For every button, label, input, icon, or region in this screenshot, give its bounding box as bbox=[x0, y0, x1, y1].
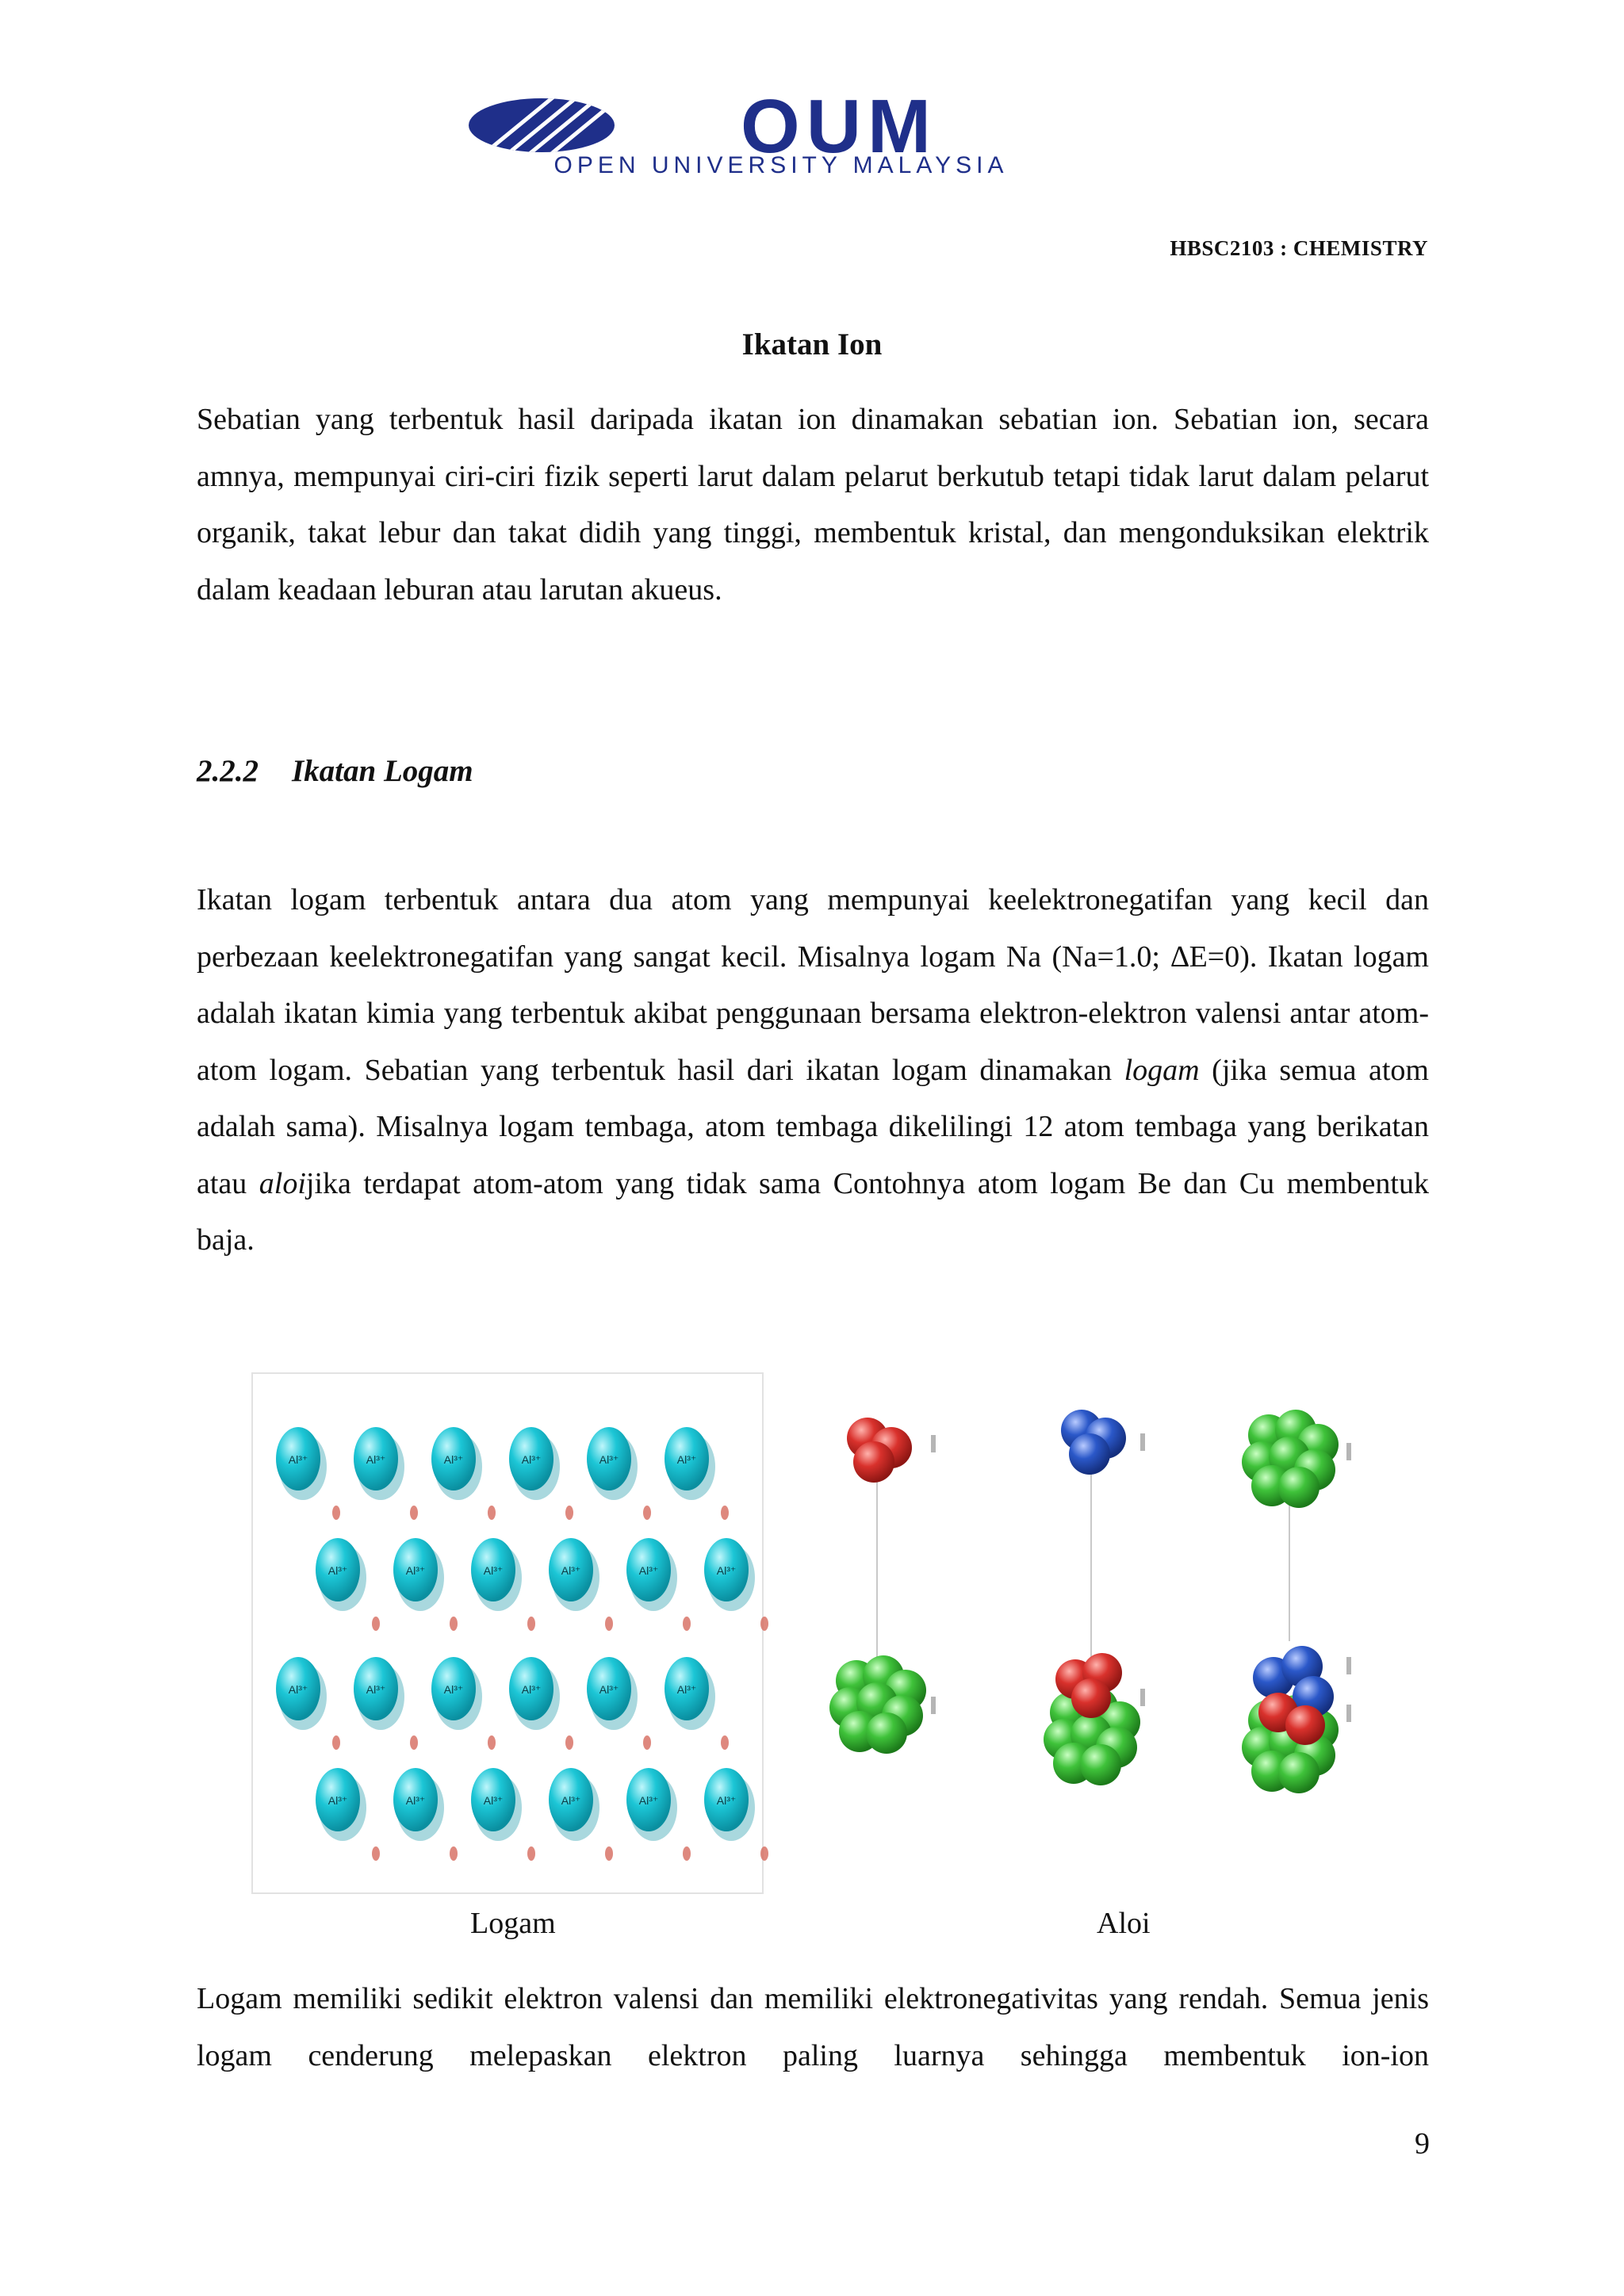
electron bbox=[450, 1846, 458, 1861]
plus-mark bbox=[1346, 1657, 1351, 1674]
plus-mark bbox=[1140, 1433, 1145, 1451]
electron bbox=[721, 1506, 729, 1520]
atom-sphere bbox=[1069, 1433, 1110, 1475]
metal-alloy-illustration bbox=[251, 1372, 1372, 1895]
atom-sphere bbox=[866, 1712, 907, 1754]
electron bbox=[372, 1846, 380, 1861]
italic-term-aloi: aloi bbox=[259, 1166, 306, 1200]
caption-aloi: Aloi bbox=[1097, 1907, 1151, 1940]
ion-label: Al³⁺ bbox=[443, 1683, 464, 1696]
paragraph-text: (jika semua atom adalah sama). Misalnya logam tembaga, atom tembaga dikelilingi 12 atom tembaga yang berikatan atau bbox=[197, 1053, 1429, 1200]
ion-label: Al³⁺ bbox=[288, 1453, 308, 1466]
paragraph-metal-electrons: Logam memiliki sedikit elektron valensi dan memiliki elektronegativitas yang rendah. Semua jenis logam cenderung melepaskan elektron paling luarnya sehingga membentuk ion-ion bbox=[197, 1982, 1429, 2072]
logo-wordmark: OUM bbox=[741, 94, 937, 157]
ion-label: Al³⁺ bbox=[327, 1794, 348, 1807]
plus-mark bbox=[931, 1697, 936, 1714]
electron bbox=[605, 1617, 613, 1631]
ion-label: Al³⁺ bbox=[599, 1453, 619, 1466]
electron bbox=[410, 1506, 418, 1520]
ion-label: Al³⁺ bbox=[561, 1794, 581, 1807]
ion-label: Al³⁺ bbox=[405, 1794, 426, 1807]
atom-sphere bbox=[1285, 1705, 1325, 1745]
plus-mark bbox=[1346, 1443, 1351, 1460]
ion-label: Al³⁺ bbox=[676, 1453, 697, 1466]
plus-mark bbox=[931, 1435, 936, 1452]
electron bbox=[721, 1735, 729, 1750]
paragraph-text: jika terdapat atom-atom yang tidak sama Contohnya atom logam Be dan Cu membentuk baja. bbox=[197, 1166, 1429, 1257]
ion-label: Al³⁺ bbox=[521, 1453, 542, 1466]
electron bbox=[488, 1735, 496, 1750]
ion-label: Al³⁺ bbox=[638, 1564, 659, 1577]
caption-logam: Logam bbox=[470, 1907, 556, 1940]
electron bbox=[760, 1846, 768, 1861]
ion-label: Al³⁺ bbox=[288, 1683, 308, 1696]
atom-sphere bbox=[853, 1441, 894, 1483]
ion-label: Al³⁺ bbox=[366, 1683, 386, 1696]
atom-sphere bbox=[1278, 1467, 1320, 1508]
atom-sphere bbox=[1080, 1744, 1121, 1785]
ion-label: Al³⁺ bbox=[521, 1683, 542, 1696]
logo-tagline: OPEN UNIVERSITY MALAYSIA bbox=[553, 152, 1009, 178]
subsection-heading bbox=[197, 753, 473, 789]
plus-mark bbox=[1140, 1689, 1145, 1706]
paragraph-ionic-compounds: Sebatian yang terbentuk hasil daripada ikatan ion dinamakan sebatian ion. Sebatian ion, secara amnya, mempunyai ciri-ciri fizik seperti larut dalam pelarut berkutub tetapi tidak larut dalam pelarut organik, takat lebur dan takat didih yang tinggi, membentuk kristal, dan mengonduksikan elektrik dalam keadaan leburan atau larutan akueus. bbox=[197, 403, 1429, 607]
ion-label: Al³⁺ bbox=[443, 1453, 464, 1466]
ion-label: Al³⁺ bbox=[676, 1683, 697, 1696]
section-heading: Ikatan Ion bbox=[741, 327, 883, 362]
atom-sphere bbox=[1278, 1752, 1320, 1793]
electron bbox=[332, 1506, 340, 1520]
electron bbox=[372, 1617, 380, 1631]
electron bbox=[527, 1846, 535, 1861]
course-code: HBSC2103 : CHEMISTRY bbox=[1170, 236, 1428, 260]
electron bbox=[643, 1506, 651, 1520]
ion-label: Al³⁺ bbox=[638, 1794, 659, 1807]
ion-label: Al³⁺ bbox=[327, 1564, 348, 1577]
ion-label: Al³⁺ bbox=[716, 1794, 737, 1807]
electron bbox=[683, 1846, 691, 1861]
plus-mark bbox=[1346, 1705, 1351, 1722]
page-number: 9 bbox=[1415, 2127, 1430, 2160]
paragraph-metallic-bond bbox=[197, 872, 1429, 1269]
ion-label: Al³⁺ bbox=[716, 1564, 737, 1577]
electron bbox=[683, 1617, 691, 1631]
oum-logo-graphic bbox=[466, 94, 1101, 157]
electron bbox=[332, 1735, 340, 1750]
ion-label: Al³⁺ bbox=[483, 1794, 504, 1807]
alloy-diagrams bbox=[829, 1410, 1351, 1793]
ion-label: Al³⁺ bbox=[561, 1564, 581, 1577]
italic-term-logam: logam bbox=[1124, 1053, 1200, 1087]
electron bbox=[450, 1617, 458, 1631]
electron bbox=[527, 1617, 535, 1631]
ion-label: Al³⁺ bbox=[483, 1564, 504, 1577]
electron bbox=[565, 1506, 573, 1520]
atom-sphere bbox=[1071, 1678, 1111, 1718]
subsection-title: Ikatan Logam bbox=[292, 754, 473, 788]
electron bbox=[488, 1506, 496, 1520]
electron bbox=[410, 1735, 418, 1750]
subsection-number: 2.2.2 bbox=[197, 754, 259, 788]
electron bbox=[643, 1735, 651, 1750]
metal-alloy-figure bbox=[251, 1372, 1372, 1895]
ion-label: Al³⁺ bbox=[405, 1564, 426, 1577]
electron bbox=[605, 1846, 613, 1861]
electron bbox=[565, 1735, 573, 1750]
paragraph-text: Ikatan logam terbentuk antara dua atom yang mempunyai keelektronegatifan yang kecil dan perbezaan keelektronegatifan yang sangat kecil. Misalnya logam Na (Na=1.0; ∆E=0). Ikatan logam adalah ikatan kimia yang terbentuk akibat penggunaan bersama elektron-elektron valensi antar atom-atom logam. Sebatian yang terbentuk hasil dari ikatan logam dinamakan bbox=[197, 883, 1429, 1087]
electron bbox=[760, 1617, 768, 1631]
ion-label: Al³⁺ bbox=[366, 1453, 386, 1466]
ion-label: Al³⁺ bbox=[599, 1683, 619, 1696]
